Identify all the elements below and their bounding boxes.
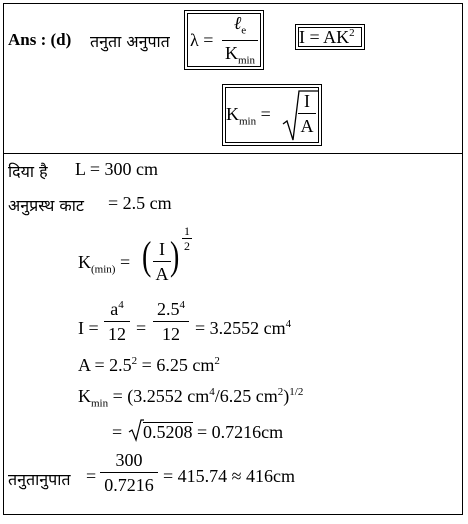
i-equals-2: = xyxy=(136,318,147,338)
sqrt-value: 0.5208 xyxy=(143,422,193,442)
moment-formula xyxy=(299,27,355,48)
i-fraction-2 xyxy=(153,300,189,343)
ratio-equals: = xyxy=(86,466,97,486)
section-divider xyxy=(3,153,463,154)
i-f2-num-sup: 4 xyxy=(179,299,185,311)
ratio-result: = 415.74 ≈ 416cm xyxy=(163,466,296,486)
i-f1-num: a xyxy=(110,299,119,319)
lambda-denominator-sub: min xyxy=(237,54,256,67)
i-result xyxy=(195,318,291,339)
i-fraction-1 xyxy=(104,300,130,343)
kmin-num-sup-2: 2 xyxy=(277,386,284,398)
kmin-def-exp-den: 2 xyxy=(184,239,190,253)
kmin-def-fraction xyxy=(153,240,171,283)
slenderness-ratio-label: तनुता अनुपात xyxy=(90,32,170,51)
kmin-denominator: A xyxy=(300,116,314,136)
kmin-num-sub: min xyxy=(91,397,109,410)
kmin-numerator: I xyxy=(304,91,310,111)
ratio-fraction-bar xyxy=(100,472,158,473)
lambda-fraction xyxy=(222,14,258,66)
moment-formula-text: I = AK xyxy=(299,27,350,47)
kmin-lhs-sub: min xyxy=(239,115,257,128)
i-f2-bar xyxy=(153,321,189,322)
given-length: L = 300 cm xyxy=(75,159,158,179)
kmin-numeric-line xyxy=(78,386,303,410)
area-rest: = 6.25 cm xyxy=(137,355,215,375)
sqrt-sign xyxy=(128,418,144,442)
area-text: A = 2.5 xyxy=(78,355,132,375)
i-f1-num-sup: 4 xyxy=(118,299,124,311)
given-label: दिया है xyxy=(8,162,48,181)
kmin-num-symbol: K xyxy=(78,386,91,406)
area-line xyxy=(78,355,220,376)
i-f1-bar xyxy=(104,321,130,322)
kmin-def-numerator: I xyxy=(159,239,165,259)
kmin-def-equals: = xyxy=(119,252,131,272)
answer-label: Ans : (d) xyxy=(8,30,72,49)
kmin-def-lhs xyxy=(78,252,130,276)
kmin-def-fraction-bar xyxy=(153,261,171,262)
kmin-equals: = xyxy=(260,104,271,124)
i-lhs: I = xyxy=(78,318,99,338)
i-result-text: = 3.2552 cm xyxy=(195,318,286,338)
kmin-def-denominator: A xyxy=(155,264,169,284)
lambda-denominator: K xyxy=(224,42,238,63)
right-paren: ) xyxy=(169,233,180,278)
i-f1-den: 12 xyxy=(108,324,126,344)
i-f2-num: 2.5 xyxy=(157,299,180,319)
kmin-fraction-bar xyxy=(298,113,316,114)
lambda-lhs: λ = xyxy=(190,30,214,50)
area-sup-1: 2 xyxy=(131,355,138,367)
lambda-numerator: ℓ xyxy=(233,13,242,33)
i-f2-den: 12 xyxy=(162,324,180,344)
ratio-fraction xyxy=(100,451,158,494)
kmin-def-sub: (min) xyxy=(91,263,116,276)
kmin-def-symbol: K xyxy=(78,252,91,272)
left-paren: ( xyxy=(141,233,152,278)
ratio-label: तनुतानुपात xyxy=(8,470,71,489)
area-sup-2: 2 xyxy=(214,355,220,367)
kmin-lhs-symbol: K xyxy=(226,104,239,124)
kmin-lhs xyxy=(226,104,271,128)
kmin-num-rest-3: ) xyxy=(283,386,290,406)
lambda-fraction-bar xyxy=(222,40,258,41)
kmin-def-exponent xyxy=(182,225,192,252)
moment-formula-sup: 2 xyxy=(349,27,355,39)
ratio-numerator: 300 xyxy=(115,450,143,470)
lambda-numerator-sub: e xyxy=(241,24,247,37)
kmin-num-rest-1: = (3.2552 cm xyxy=(108,386,210,406)
i-result-sup: 4 xyxy=(285,318,292,330)
sqrt-equals: = xyxy=(112,422,123,442)
kmin-num-sup-1: 4 xyxy=(209,386,215,398)
kmin-num-sup-3: 1/2 xyxy=(289,386,304,398)
cross-section-value: = 2.5 cm xyxy=(108,193,172,213)
sqrt-result: = 0.7216cm xyxy=(197,422,284,442)
kmin-fraction xyxy=(298,92,316,135)
cross-section-label: अनुप्रस्थ काट xyxy=(8,196,84,215)
kmin-num-rest-2: /6.25 cm xyxy=(214,386,278,406)
ratio-denominator: 0.7216 xyxy=(104,475,154,495)
kmin-def-exp-num: 1 xyxy=(184,224,190,238)
